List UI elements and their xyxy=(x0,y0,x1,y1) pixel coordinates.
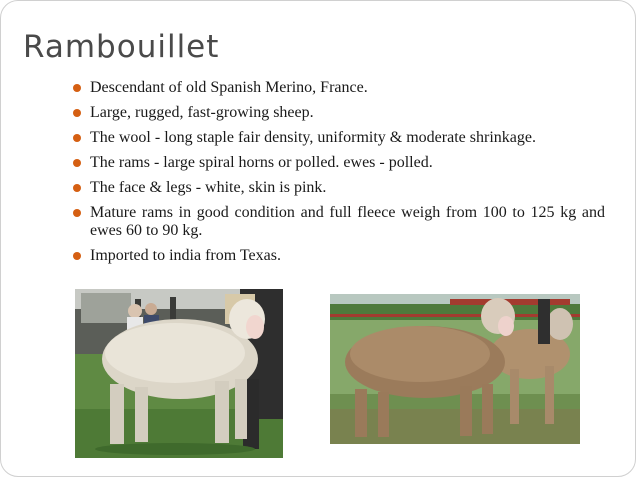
bullet-text: Large, rugged, fast-growing sheep. xyxy=(90,104,314,121)
bullet-text: Imported to india from Texas. xyxy=(90,247,281,264)
bullet-dot-icon xyxy=(73,209,81,217)
bullet-item xyxy=(73,179,605,197)
bullet-item xyxy=(73,129,605,147)
bullet-text: The wool - long staple fair density, uniformity & moderate shrinkage. xyxy=(90,129,536,146)
slide-title: Rambouillet xyxy=(23,29,220,65)
ram-photo xyxy=(75,289,283,458)
bullet-item xyxy=(73,104,605,122)
bullet-dot-icon xyxy=(73,159,81,167)
bullet-dot-icon xyxy=(73,109,81,117)
bullet-dot-icon xyxy=(73,84,81,92)
rams-photo xyxy=(330,294,580,444)
bullet-item xyxy=(73,204,605,240)
bullet-text: The rams - large spiral horns or polled. ewes - polled. xyxy=(90,154,433,171)
bullet-text: Mature rams in good condition and full fleece weigh from 100 to 125 kg and ewes 60 to 90 kg. xyxy=(90,204,605,239)
bullet-text: The face & legs - white, skin is pink. xyxy=(90,179,327,196)
bullet-list xyxy=(73,79,605,272)
bullet-dot-icon xyxy=(73,134,81,142)
bullet-item xyxy=(73,79,605,97)
bullet-item xyxy=(73,247,605,265)
bullet-item xyxy=(73,154,605,172)
bullet-text: Descendant of old Spanish Merino, France. xyxy=(90,79,368,96)
bullet-dot-icon xyxy=(73,252,81,260)
bullet-dot-icon xyxy=(73,184,81,192)
